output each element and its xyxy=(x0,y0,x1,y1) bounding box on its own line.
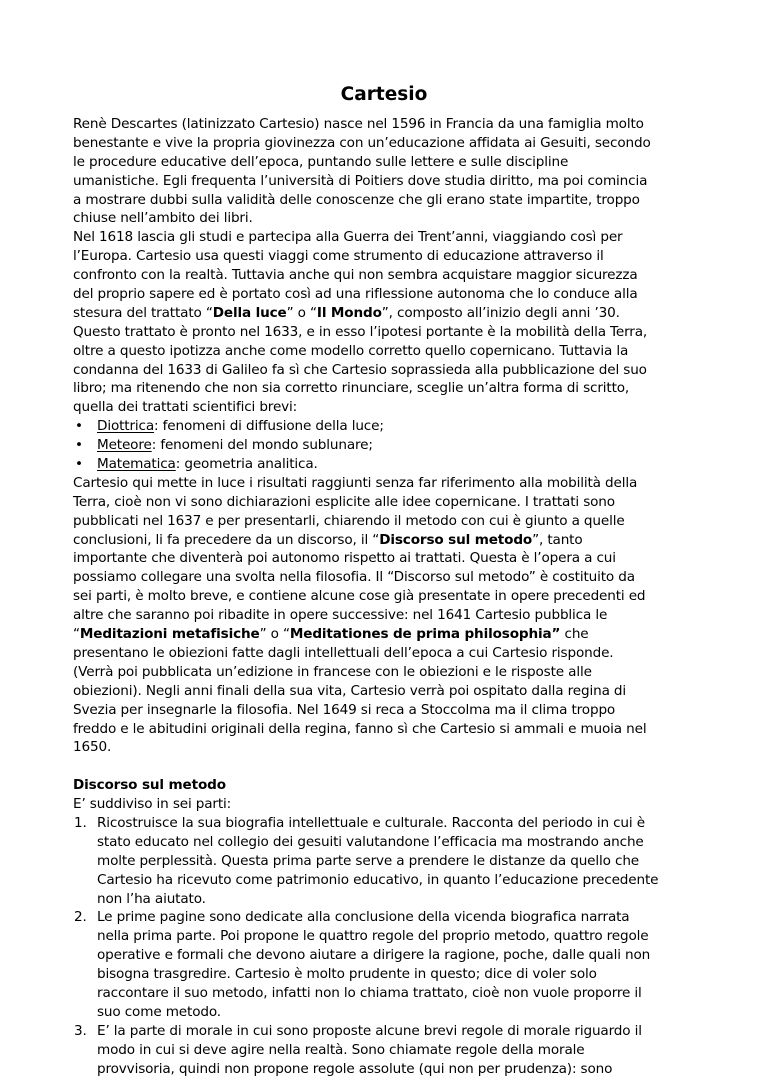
text-run: ” o “ xyxy=(259,626,290,643)
text-line: Terra, cioè non vi sono dichiarazioni esplicite alle idee copernicane. I trattati sono xyxy=(73,493,615,510)
text-line: obiezioni). Negli anni finali della sua vita, Cartesio verrà poi ospitato dalla regina di xyxy=(73,682,627,699)
text-line: nella prima parte. Poi propone le quattro regole del proprio metodo, quattro regole xyxy=(97,928,649,945)
text-line: modo in cui si deve agire nella realtà. Sono chiamate regole della morale xyxy=(97,1041,585,1058)
text-line xyxy=(73,908,713,927)
text-line: freddo e le abitudini originali della regina, fanno sì che Cartesio si ammali e muoia nel xyxy=(73,720,647,737)
text-line: Svezia per insegnarle la filosofia. Nel 1649 si reca a Stoccolma ma il clima troppo xyxy=(73,701,616,718)
numbered-item-2 xyxy=(73,908,713,1021)
text-run: conclusioni, li fa precedere da un discorso, il “ xyxy=(73,531,380,548)
section-heading-text: Discorso sul metodo xyxy=(73,777,226,794)
text-line-discorso xyxy=(73,531,713,550)
text-line: non l’ha aiutato. xyxy=(97,890,206,907)
text-line: sei parti, è molto breve, e contiene alcune cose già presentate in opere precedenti ed xyxy=(73,588,646,605)
text-line: benestante e vive la propria giovinezza con un’educazione affidata ai Gesuiti, secondo xyxy=(73,134,651,151)
text-line: stato educato nel collegio dei gesuiti valutandone l’efficacia ma mostrando anche xyxy=(97,833,644,850)
intro-paragraph xyxy=(73,115,713,417)
text-run: ” o “ xyxy=(286,304,317,321)
text-line: provvisoria, quindi non propone regole assolute (qui non per prudenza): sono xyxy=(97,1060,613,1077)
text-run: ”, composto all’inizio degli anni ’30. xyxy=(381,304,620,321)
text-line: l’Europa. Cartesio usa questi viaggi come strumento di educazione attraverso il xyxy=(73,248,604,265)
bullet-item-meteore xyxy=(73,436,713,455)
numbered-item-3 xyxy=(73,1022,713,1078)
bullet-desc: : fenomeni del mondo sublunare; xyxy=(151,437,373,454)
item-number: 2. xyxy=(74,909,87,926)
text-run: ”, tanto xyxy=(532,531,583,548)
text-line: libro; ma ritenendo che non sia corretto rinunciare, sceglie un’altra forma di scritto, xyxy=(73,380,630,397)
text-line: suo come metodo. xyxy=(97,1003,221,1020)
text-run: E’ la parte di morale in cui sono proposte alcune brevi regole di morale riguardo il xyxy=(97,1022,642,1039)
numbered-item-1 xyxy=(73,814,713,908)
item-number: 1. xyxy=(74,814,87,831)
bullet-icon: • xyxy=(75,418,83,435)
text-line: Renè Descartes (latinizzato Cartesio) nasce nel 1596 in Francia da una famiglia molto xyxy=(73,116,644,132)
text-line: chiuse nell’ambito dei libri. xyxy=(73,210,253,227)
text-line: pubblicati nel 1637 e per presentarli, chiarendo il metodo con cui è giunto a quelle xyxy=(73,512,625,529)
text-line: quella dei trattati scientifici brevi: xyxy=(73,399,298,416)
text-line: importante che diventerà poi autonomo rispetto ai trattati. Questa è l’opera a cui xyxy=(73,550,616,567)
section-heading xyxy=(73,776,713,795)
text-line: Cartesio qui mette in luce i risultati raggiunti senza far riferimento alla mobilità della xyxy=(73,474,638,491)
text-line: del proprio sapere ed è portato così ad una riflessione autonoma che lo conduce alla xyxy=(73,286,638,303)
text-line: operative e formali che devono aiutare a dirigere la ragione, poche, dalle quali non xyxy=(97,947,651,964)
text-line xyxy=(73,1022,713,1041)
text-line: Questo trattato è pronto nel 1633, e in esso l’ipotesi portante è la mobilità della Terra, xyxy=(73,323,648,340)
text-line: (Verrà poi pubblicata un’edizione in francese con le obiezioni e le risposte alle xyxy=(73,663,592,680)
text-line: 1650. xyxy=(73,739,112,756)
text-line: presentano le obiezioni fatte dagli intellettuali dell’epoca a cui Cartesio risponde. xyxy=(73,644,614,661)
bullet-term: Meteore xyxy=(97,437,152,454)
document-body xyxy=(73,115,713,1078)
second-paragraph xyxy=(73,474,713,757)
text-line: molte perplessità. Questa prima parte serve a prendere le distanze da quello che xyxy=(97,852,639,869)
text-line xyxy=(73,814,713,833)
bold-della-luce: Della luce xyxy=(212,304,287,321)
item-number: 3. xyxy=(74,1022,87,1039)
bullet-desc: : geometria analitica. xyxy=(175,456,318,473)
text-line: le procedure educative dell’epoca, puntando sulle lettere e sulle discipline xyxy=(73,153,569,170)
bold-meditationes: Meditationes de prima philosophia” xyxy=(289,626,561,643)
bullet-term: Diottrica xyxy=(97,418,155,435)
text-line: bisogna trasgredire. Cartesio è molto prudente in questo; dice di voler solo xyxy=(97,966,597,983)
bullet-item-matematica xyxy=(73,455,713,474)
text-run: “ xyxy=(73,626,80,643)
text-line: possiamo collegare una svolta nella filosofia. Il “Discorso sul metodo” è costituito da xyxy=(73,569,635,586)
discorso-section xyxy=(73,776,713,1078)
text-run: Ricostruisce la sua biografia intellettuale e culturale. Racconta del periodo in cui è xyxy=(97,814,645,831)
text-line-treatise xyxy=(73,304,713,323)
bullet-icon: • xyxy=(75,456,83,473)
text-line: confronto con la realtà. Tuttavia anche qui non sembra acquistare maggior sicurezza xyxy=(73,267,638,284)
bullet-term: Matematica xyxy=(97,456,176,473)
page-title: Cartesio xyxy=(340,84,428,105)
bullet-icon: • xyxy=(75,437,83,454)
section-intro: E’ suddiviso in sei parti: xyxy=(73,796,232,813)
text-line-meditazioni xyxy=(73,625,713,644)
spacer xyxy=(73,757,713,776)
bold-meditazioni-metafisiche: Meditazioni metafisiche xyxy=(79,626,260,643)
text-run: stesura del trattato “ xyxy=(73,304,213,321)
text-line: umanistiche. Egli frequenta l’università di Poitiers dove studia diritto, ma poi comincia xyxy=(73,172,648,189)
text-line: Nel 1618 lascia gli studi e partecipa alla Guerra dei Trent’anni, viaggiando così per xyxy=(73,229,623,246)
bold-discorso-sul-metodo: Discorso sul metodo xyxy=(379,531,533,548)
treatise-bullet-list xyxy=(73,417,713,474)
bullet-item-diottrica xyxy=(73,417,713,436)
text-line: raccontare il suo metodo, infatti non lo chiama trattato, cioè non vuole proporre il xyxy=(97,984,642,1001)
text-line: altre che saranno poi ribadite in opere successive: nel 1641 Cartesio pubblica le xyxy=(73,607,608,624)
text-run: che xyxy=(560,626,589,643)
text-run: Le prime pagine sono dedicate alla conclusione della vicenda biografica narrata xyxy=(97,909,630,926)
bold-il-mondo: Il Mondo xyxy=(316,304,382,321)
text-line: a mostrare dubbi sulla validità delle conoscenze che gli erano state impartite, troppo xyxy=(73,191,640,208)
bullet-desc: : fenomeni di diffusione della luce; xyxy=(154,418,384,435)
text-line: Cartesio ha ricevuto come patrimonio educativo, in quanto l’educazione precedente xyxy=(97,871,659,888)
text-line: oltre a questo ipotizza anche come modello corretto quello copernicano. Tuttavia la xyxy=(73,342,629,359)
text-line: condanna del 1633 di Galileo fa sì che Cartesio soprassieda alla pubblicazione del suo xyxy=(73,361,647,378)
